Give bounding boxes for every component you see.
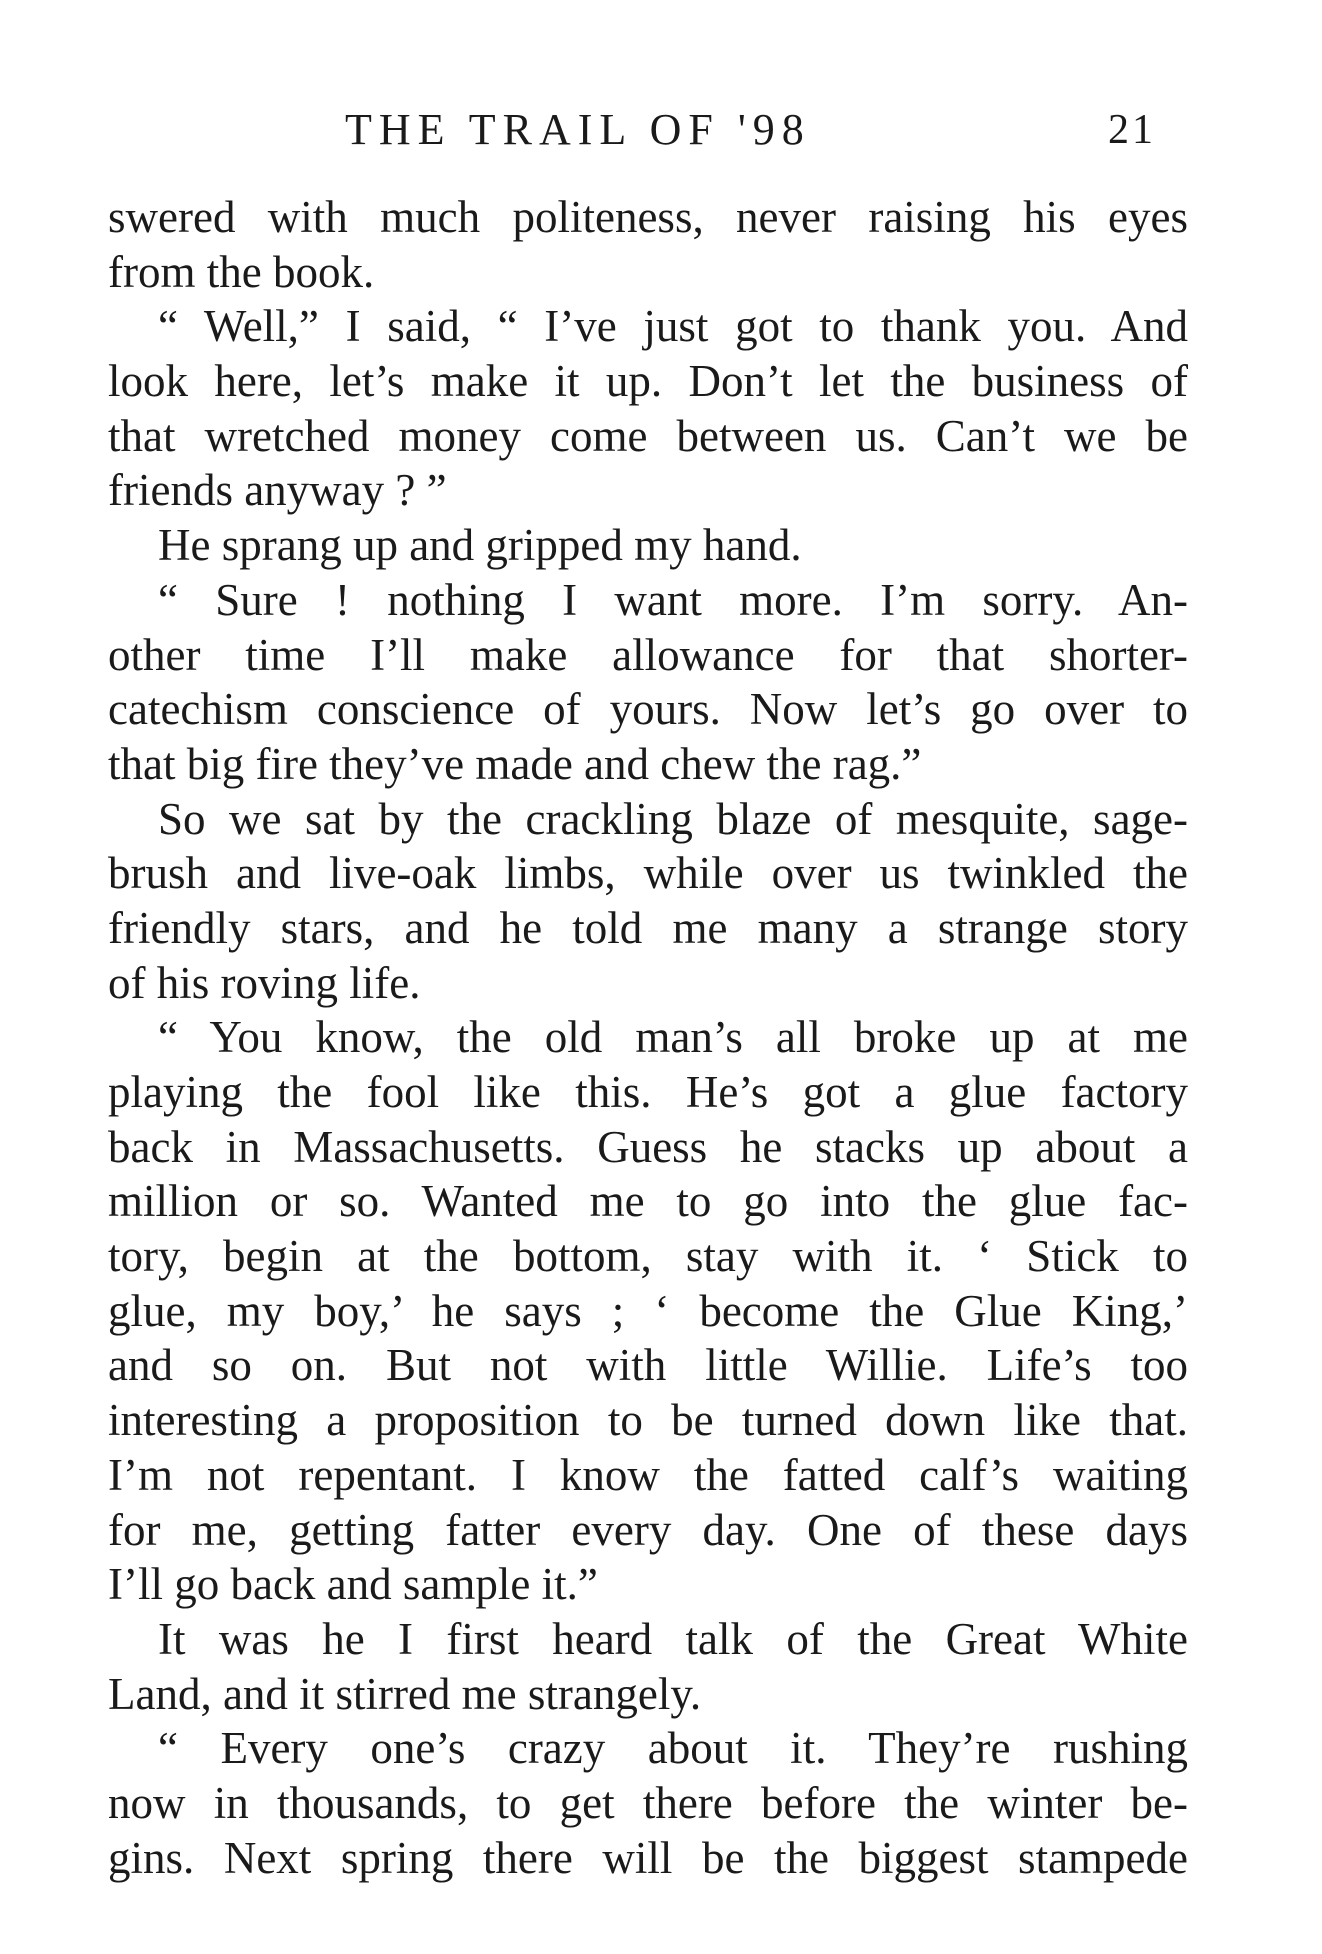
text-line: He sprang up and gripped my hand. <box>158 520 802 571</box>
text-line: I’m not repentant. I know the fatted calf’s waiting <box>108 1449 1188 1500</box>
text-line: million or so. Wanted me to go into the glue fac- <box>108 1176 1188 1227</box>
text-line: “ Well,” I said, “ I’ve just got to thank you. And <box>158 301 1188 352</box>
text-line: tory, begin at the bottom, stay with it. ‘ Stick to <box>108 1231 1188 1282</box>
text-line: brush and live-oak limbs, while over us twinkled the <box>108 848 1188 899</box>
text-line: swered with much politeness, never raising his eyes <box>108 192 1188 242</box>
text-line: friendly stars, and he told me many a strange story <box>108 902 1188 953</box>
page-number: 21 <box>1108 107 1156 153</box>
text-line: look here, let’s make it up. Don’t let the business of <box>108 356 1188 407</box>
text-line: gins. Next spring there will be the biggest stampede <box>108 1832 1188 1883</box>
text-line: and so on. But not with little Willie. Life’s too <box>108 1340 1188 1391</box>
text-line: other time I’ll make allowance for that shorter- <box>108 629 1188 680</box>
text-line: So we sat by the crackling blaze of mesquite, sage- <box>158 793 1188 844</box>
body-text <box>108 190 1188 1885</box>
running-head <box>0 100 1322 160</box>
text-line: playing the fool like this. He’s got a glue factory <box>108 1067 1188 1117</box>
text-line: for me, getting fatter every day. One of these days <box>108 1504 1188 1555</box>
text-line: I’ll go back and sample it.” <box>108 1559 598 1610</box>
text-line: catechism conscience of yours. Now let’s go over to <box>108 684 1188 735</box>
text-line: Land, and it stirred me strangely. <box>108 1668 702 1719</box>
text-line: interesting a proposition to be turned down like that. <box>108 1395 1188 1446</box>
text-line: “ Every one’s crazy about it. They’re rushing <box>158 1723 1188 1774</box>
text-line: glue, my boy,’ he says ; ‘ become the Glue King,’ <box>108 1285 1188 1336</box>
text-line: back in Massachusetts. Guess he stacks up about a <box>108 1121 1188 1172</box>
text-line: of his roving life. <box>108 957 421 1008</box>
text-line: from the book. <box>108 246 375 297</box>
text-line: now in thousands, to get there before the winter be- <box>108 1777 1188 1828</box>
text-line: friends anyway ? ” <box>108 465 447 516</box>
text-line: “ You know, the old man’s all broke up at me <box>158 1012 1188 1063</box>
text-line: that big fire they’ve made and chew the rag.” <box>108 738 922 789</box>
text-line: “ Sure ! nothing I want more. I’m sorry. An- <box>158 574 1188 625</box>
text-line: that wretched money come between us. Can’t we be <box>108 410 1188 461</box>
running-title: THE TRAIL OF '98 <box>345 105 811 154</box>
text-line: It was he I first heard talk of the Great White <box>158 1613 1188 1664</box>
